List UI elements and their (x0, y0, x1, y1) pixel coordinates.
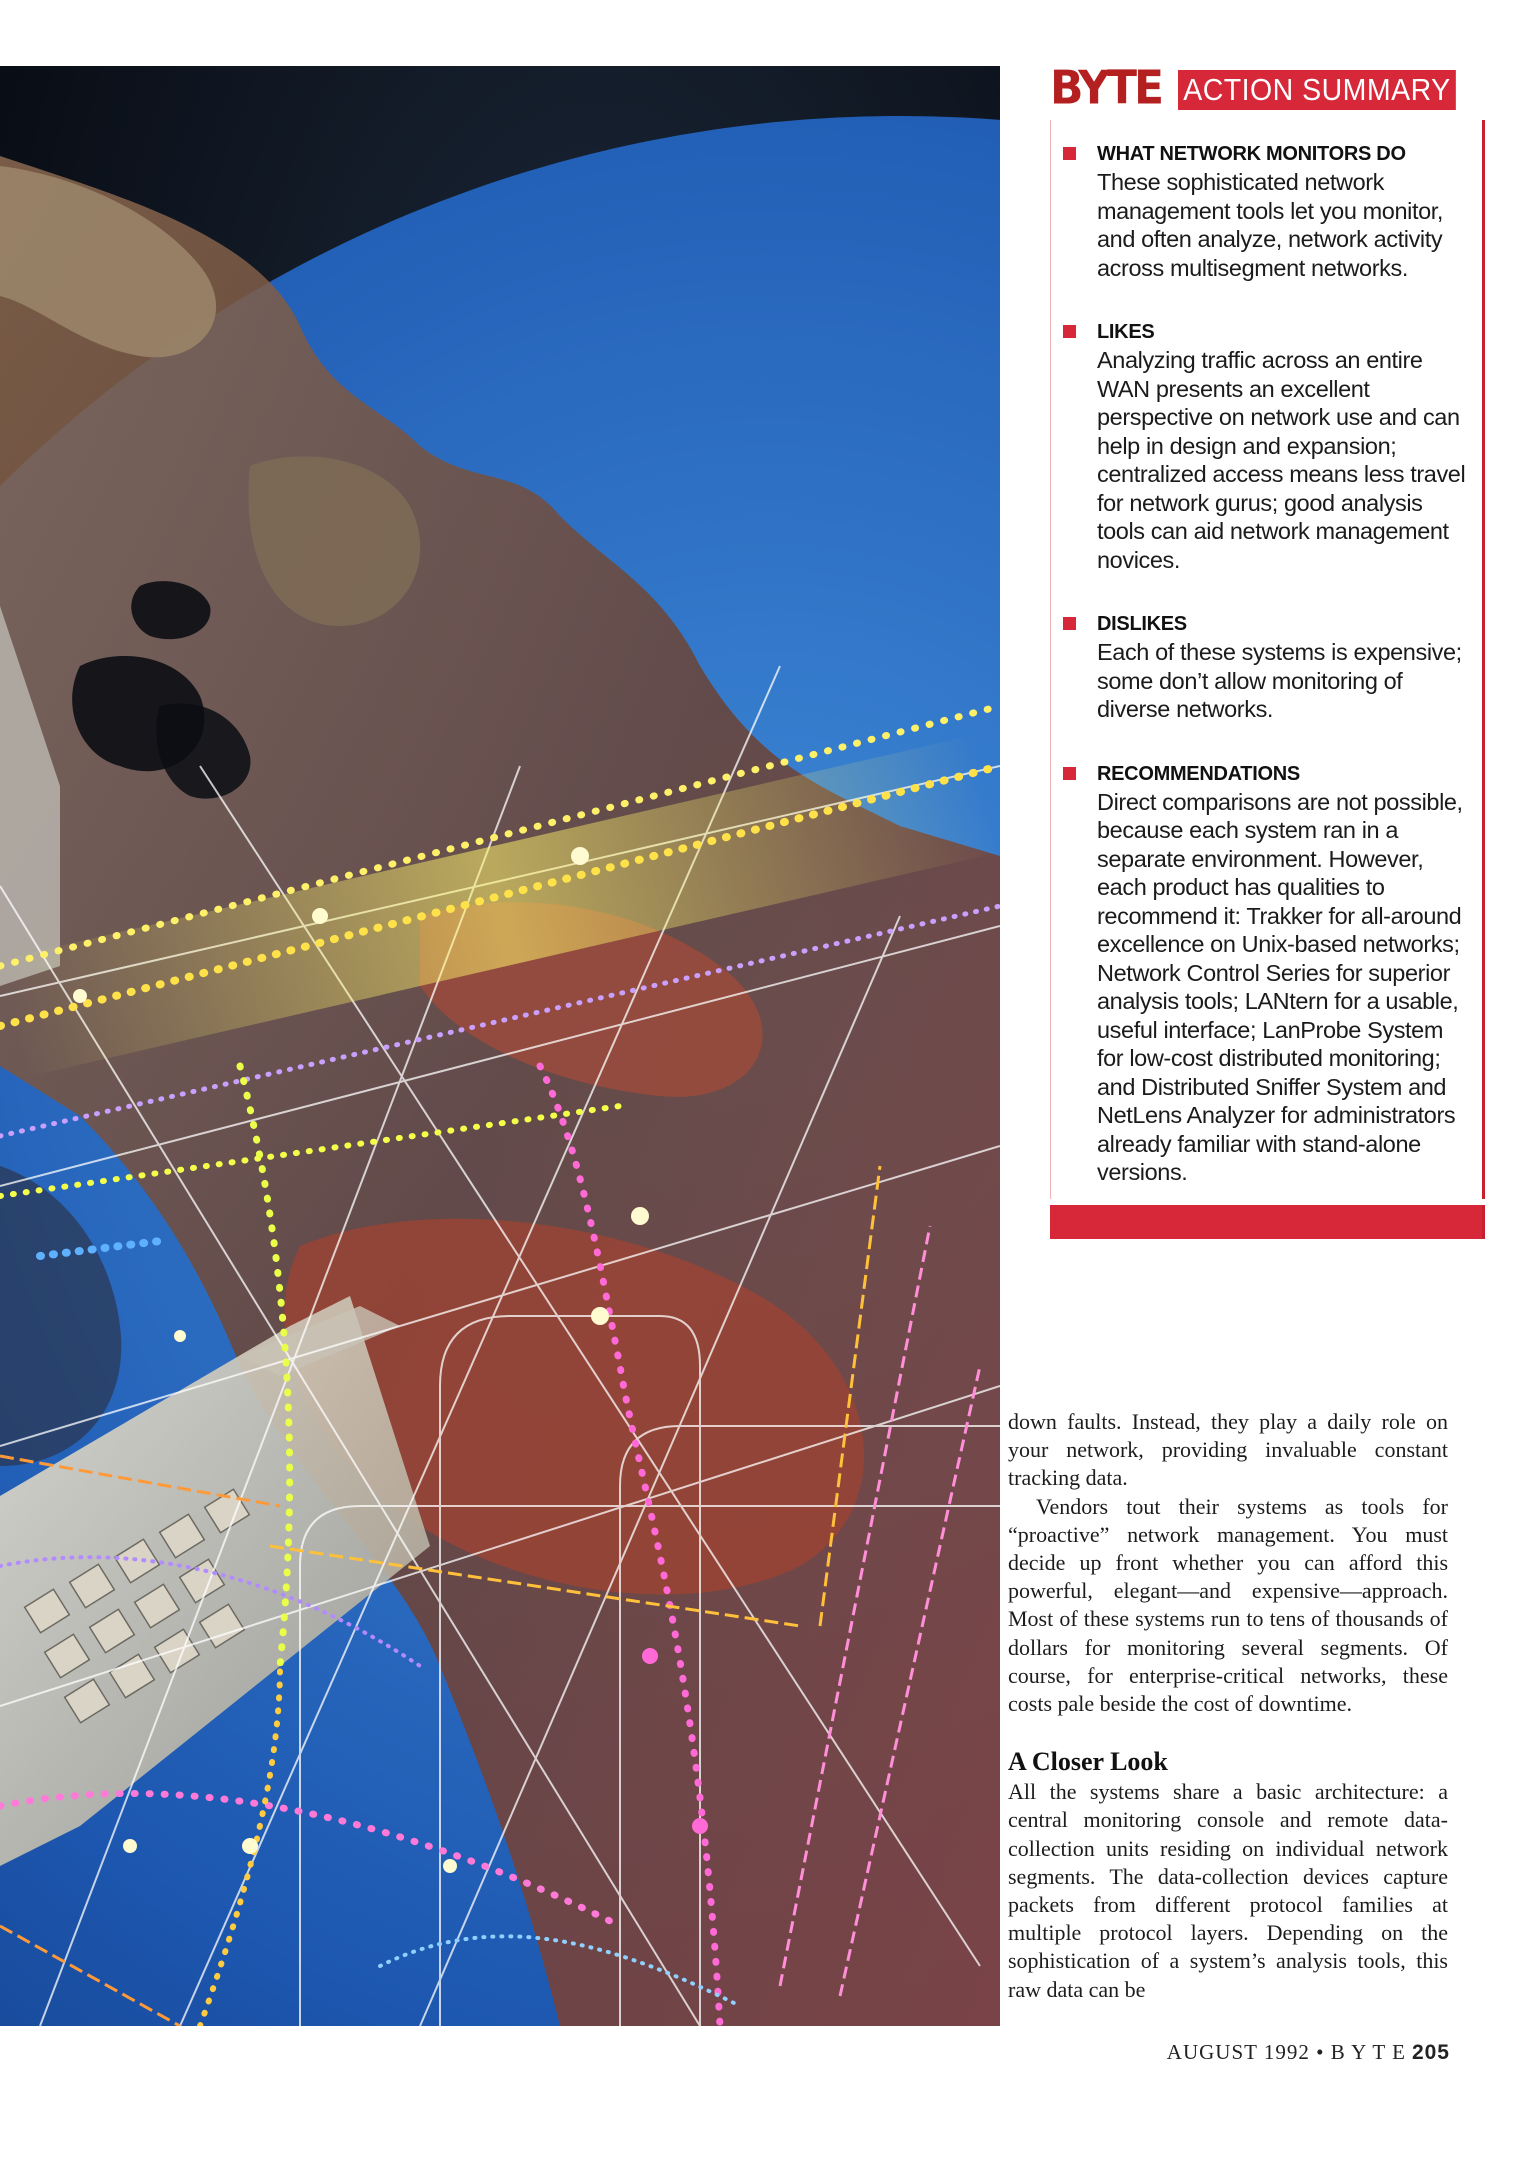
bullet-square-icon (1063, 147, 1076, 160)
summary-section-what (1051, 140, 1472, 282)
bullet-square-icon (1063, 325, 1076, 338)
issue-label: AUGUST 1992 • B Y T E (1166, 2040, 1406, 2064)
article-paragraph: down faults. Instead, they play a daily role on your network, providing invaluable constant tracking data. (1008, 1409, 1448, 1491)
section-text: Analyzing traffic across an entire WAN presents an excellent perspective on network use and can help in design and expansion; centralized access means less travel for network gurus; good analysis tools can aid network management novices. (1097, 347, 1466, 573)
section-text: Direct comparisons are not possible, because each system ran in a separate environment. However, each product has qualities to recommend it: Trakker for all-around excellence on Unix-based networks; Network Control Series for superior analysis tools; LANtern for a usable, useful interface; LanProbe System for low-cost distributed monitoring; and Distributed Sniffer System and NetLens Analyzer for administrators already familiar with stand-alone versions. (1097, 788, 1463, 1185)
action-summary-footer-bar (1050, 1205, 1485, 1239)
action-summary-body (1050, 120, 1485, 1199)
page-footer (1140, 2040, 1450, 2065)
article-paragraph: Vendors tout their systems as tools for “proactive” network management. You must decide up front whether you can afford this powerful, elegant—and expensive—approach. Most of these systems run to tens of thousands of dollars for monitoring several segments. Of course, for enterprise-critical networks, these costs pale beside the cost of downtime. (1008, 1493, 1448, 1717)
byte-logo: BYTE (1050, 61, 1162, 116)
section-heading: DISLIKES (1097, 613, 1187, 635)
action-summary-tag: ACTION SUMMARY (1178, 70, 1456, 110)
section-title: A Closer Look (1008, 1747, 1168, 1777)
action-summary-box (1050, 61, 1485, 1239)
bullet-square-icon (1063, 617, 1076, 630)
summary-section-dislikes (1051, 610, 1472, 724)
bullet-square-icon (1063, 767, 1076, 780)
globe-network-illustration (0, 66, 1000, 2026)
section-text: These sophisticated network management tools let you monitor, and often analyze, network activity across multisegment networks. (1097, 169, 1444, 281)
section-heading: RECOMMENDATIONS (1097, 762, 1300, 785)
page-number: 205 (1411, 2041, 1450, 2064)
section-heading: LIKES (1097, 321, 1155, 343)
summary-section-likes (1051, 318, 1472, 574)
section-heading: WHAT NETWORK MONITORS DO (1097, 143, 1406, 165)
action-summary-header (1050, 61, 1485, 116)
article-paragraph: All the systems share a basic architecture: a central monitoring console and remote data-collection units residing on individual network segments. The data-collection devices capture packets from different protocol families at multiple protocol layers. Depending on the sophistication of a system’s analysis tools, this raw data can be (1008, 1779, 1448, 2002)
summary-section-recommendations (1051, 760, 1472, 1187)
article-body (1008, 1408, 1448, 2004)
section-text: Each of these systems is expensive; some don’t allow monitoring of diverse networks. (1097, 639, 1462, 722)
